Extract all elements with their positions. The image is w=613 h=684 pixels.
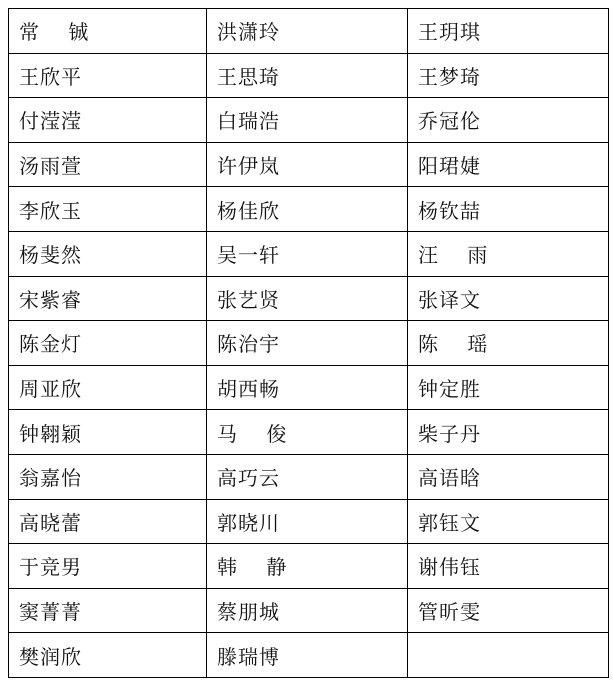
- name-cell: 汤雨萱: [9, 142, 207, 187]
- table-row: [9, 98, 609, 143]
- name-cell: [408, 633, 609, 678]
- name-cell: 汪 雨: [408, 231, 609, 276]
- name-table: [8, 8, 609, 678]
- table-row: [9, 53, 609, 98]
- name-cell: 付滢滢: [9, 98, 207, 143]
- table-body: [9, 9, 609, 678]
- table-row: [9, 544, 609, 589]
- name-cell: 翁嘉怡: [9, 454, 207, 499]
- name-cell: 张艺贤: [207, 276, 408, 321]
- name-cell: 高巧云: [207, 454, 408, 499]
- table-row: [9, 142, 609, 187]
- name-cell: 常 铖: [9, 9, 207, 54]
- name-cell: 窦菁菁: [9, 588, 207, 633]
- name-cell: 宋紫睿: [9, 276, 207, 321]
- name-cell: 陈金灯: [9, 321, 207, 366]
- table-row: [9, 499, 609, 544]
- table-row: [9, 9, 609, 54]
- name-cell: 王玥琪: [408, 9, 609, 54]
- name-cell: 韩 静: [207, 544, 408, 589]
- table-row: [9, 321, 609, 366]
- name-cell: 钟翱颖: [9, 410, 207, 455]
- name-cell: 马 俊: [207, 410, 408, 455]
- table-row: [9, 633, 609, 678]
- name-cell: 杨佳欣: [207, 187, 408, 232]
- name-cell: 李欣玉: [9, 187, 207, 232]
- name-cell: 乔冠伦: [408, 98, 609, 143]
- table-row: [9, 365, 609, 410]
- name-cell: 张译文: [408, 276, 609, 321]
- name-cell: 杨斐然: [9, 231, 207, 276]
- name-cell: 王梦琦: [408, 53, 609, 98]
- name-cell: 高语晗: [408, 454, 609, 499]
- table-row: [9, 588, 609, 633]
- name-cell: 王欣平: [9, 53, 207, 98]
- name-cell: 洪潇玲: [207, 9, 408, 54]
- name-cell: 阳珺婕: [408, 142, 609, 187]
- name-cell: 蔡朋城: [207, 588, 408, 633]
- name-cell: 杨钦喆: [408, 187, 609, 232]
- table-row: [9, 410, 609, 455]
- name-cell: 滕瑞博: [207, 633, 408, 678]
- name-cell: 樊润欣: [9, 633, 207, 678]
- name-cell: 郭钰文: [408, 499, 609, 544]
- name-cell: 郭晓川: [207, 499, 408, 544]
- name-cell: 于竞男: [9, 544, 207, 589]
- name-cell: 柴子丹: [408, 410, 609, 455]
- name-cell: 吴一轩: [207, 231, 408, 276]
- table-row: [9, 454, 609, 499]
- name-cell: 陈治宇: [207, 321, 408, 366]
- name-cell: 许伊岚: [207, 142, 408, 187]
- name-cell: 谢伟钰: [408, 544, 609, 589]
- name-cell: 白瑞浩: [207, 98, 408, 143]
- table-row: [9, 187, 609, 232]
- name-cell: 陈 瑶: [408, 321, 609, 366]
- name-cell: 钟定胜: [408, 365, 609, 410]
- name-cell: 周亚欣: [9, 365, 207, 410]
- table-row: [9, 276, 609, 321]
- name-cell: 王思琦: [207, 53, 408, 98]
- name-cell: 高晓蕾: [9, 499, 207, 544]
- table-row: [9, 231, 609, 276]
- name-cell: 管昕雯: [408, 588, 609, 633]
- name-cell: 胡西畅: [207, 365, 408, 410]
